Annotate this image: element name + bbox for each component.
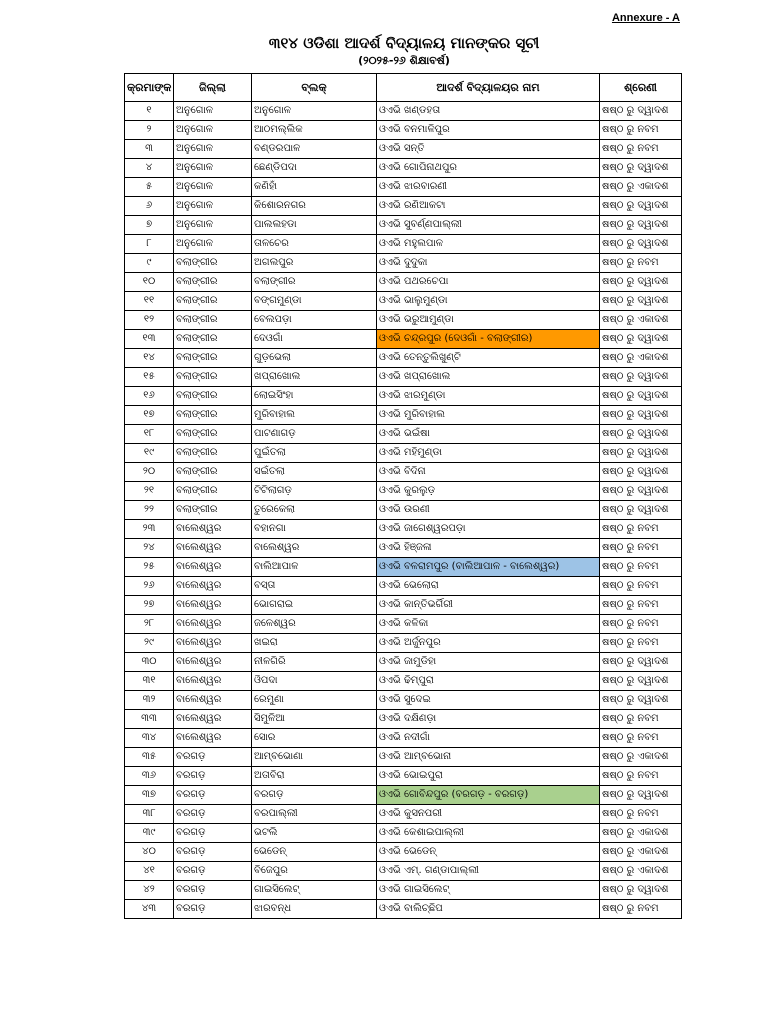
- table-row: [125, 311, 682, 330]
- table-row: [125, 406, 682, 425]
- block-cell: ଆଠମଲ୍ଲିକ: [252, 121, 377, 140]
- district-cell: ବଲାଙ୍ଗୀର: [174, 425, 252, 444]
- grade-cell: ଷଷ୍ଠ ରୁ ନବମ: [600, 900, 682, 919]
- block-cell: ବଲାଙ୍ଗୀର: [252, 273, 377, 292]
- district-cell: ଅନୁଗୋଳ: [174, 159, 252, 178]
- block-cell: ତାଳଚେର: [252, 235, 377, 254]
- school-name-cell: ଓଏଭି ସନ୍ତି: [377, 140, 600, 159]
- table-row: [125, 273, 682, 292]
- page-title: ୩୧୪ ଓଡିଶା ଆଦର୍ଶ ବିଦ୍ୟାଳୟ ମାନଙ୍କର ସୂଚୀ: [268, 34, 540, 52]
- grade-cell: ଷଷ୍ଠ ରୁ ଏକାଦଶ: [600, 311, 682, 330]
- district-cell: ବାଲେଶ୍ୱର: [174, 729, 252, 748]
- table-row: [125, 577, 682, 596]
- district-cell: ବାଲେଶ୍ୱର: [174, 634, 252, 653]
- block-cell: ବଙ୍ଗମୁଣ୍ଡା: [252, 292, 377, 311]
- grade-cell: ଷଷ୍ଠ ରୁ ଏକାଦଶ: [600, 748, 682, 767]
- district-cell: ବରଗଡ଼: [174, 862, 252, 881]
- header-serial: କ୍ରମାଙ୍କ: [125, 74, 174, 102]
- serial-cell: ୪୦: [125, 843, 174, 862]
- district-cell: ଅନୁଗୋଳ: [174, 178, 252, 197]
- school-name-cell: ଓଏଭି ବଳରାମପୁର (ବାଲିଆପାଳ - ବାଲେଶ୍ୱର): [377, 558, 600, 577]
- grade-cell: ଷଷ୍ଠ ରୁ ଦ୍ୱାଦଶ: [600, 235, 682, 254]
- table-row: [125, 463, 682, 482]
- serial-cell: ୯: [125, 254, 174, 273]
- block-cell: ଖଇରା: [252, 634, 377, 653]
- serial-cell: ୩୭: [125, 786, 174, 805]
- table-row: [125, 121, 682, 140]
- school-name-cell: ଓଏଭି ମୁରିବାହାଲ: [377, 406, 600, 425]
- table-row: [125, 178, 682, 197]
- annexure-label: Annexure - A: [611, 12, 680, 24]
- table-row: [125, 672, 682, 691]
- header-block: ବ୍ଲକ୍: [252, 74, 377, 102]
- district-cell: ବଲାଙ୍ଗୀର: [174, 311, 252, 330]
- serial-cell: ୨୨: [125, 501, 174, 520]
- school-name-cell: ଓଏଭି ଦୁଦୁକା: [377, 254, 600, 273]
- grade-cell: ଷଷ୍ଠ ରୁ ଦ୍ୱାଦଶ: [600, 881, 682, 900]
- school-name-cell: ଓଏଭି ଭରୁଆମୁଣ୍ଡା: [377, 311, 600, 330]
- grade-cell: ଷଷ୍ଠ ରୁ ଦ୍ୱାଦଶ: [600, 368, 682, 387]
- serial-cell: ୧୭: [125, 406, 174, 425]
- school-name-cell: ଓଏଭି ଗାଇସିଲେଟ୍: [377, 881, 600, 900]
- block-cell: ଅଗଲପୁର: [252, 254, 377, 273]
- school-name-cell: ଓଏଭି ଖଣ୍ଡହତା: [377, 102, 600, 121]
- grade-cell: ଷଷ୍ଠ ରୁ ନବମ: [600, 558, 682, 577]
- block-cell: ତୁରେକେଲା: [252, 501, 377, 520]
- serial-cell: ୧: [125, 102, 174, 121]
- table-row: [125, 235, 682, 254]
- block-cell: ଝାରବନ୍ଧ: [252, 900, 377, 919]
- serial-cell: ୩୪: [125, 729, 174, 748]
- table-row: [125, 558, 682, 577]
- grade-cell: ଷଷ୍ଠ ରୁ ଦ୍ୱାଦଶ: [600, 406, 682, 425]
- grade-cell: ଷଷ୍ଠ ରୁ ଦ୍ୱାଦଶ: [600, 672, 682, 691]
- table-row: [125, 330, 682, 349]
- district-cell: ବରଗଡ଼: [174, 805, 252, 824]
- block-cell: କିଶୋରନଗର: [252, 197, 377, 216]
- header-district: ଜିଲ୍ଲା: [174, 74, 252, 102]
- district-cell: ବଲାଙ୍ଗୀର: [174, 292, 252, 311]
- school-name-cell: ଓଏଭି ଭୋଇପୁରା: [377, 767, 600, 786]
- block-cell: ବସ୍ତା: [252, 577, 377, 596]
- school-name-cell: ଓଏଭି ଅର୍ଜୁନପୁର: [377, 634, 600, 653]
- table-row: [125, 425, 682, 444]
- block-cell: ସୋର: [252, 729, 377, 748]
- grade-cell: ଷଷ୍ଠ ରୁ ଦ୍ୱାଦଶ: [600, 501, 682, 520]
- school-name-cell: ଓଏଭି ଗୋପିନାଥପୁର: [377, 159, 600, 178]
- grade-cell: ଷଷ୍ଠ ରୁ ନବମ: [600, 140, 682, 159]
- table-row: [125, 292, 682, 311]
- school-name-cell: ଓଏଭି ରଣିଆକଟା: [377, 197, 600, 216]
- grade-cell: ଷଷ୍ଠ ରୁ ଦ୍ୱାଦଶ: [600, 653, 682, 672]
- grade-cell: ଷଷ୍ଠ ରୁ ଦ୍ୱାଦଶ: [600, 387, 682, 406]
- district-cell: ବରଗଡ଼: [174, 767, 252, 786]
- serial-cell: ୧୦: [125, 273, 174, 292]
- school-name-cell: ଓଏଭି ବିଦିନା: [377, 463, 600, 482]
- serial-cell: ୨୧: [125, 482, 174, 501]
- serial-cell: ୧୩: [125, 330, 174, 349]
- school-list-table: [124, 73, 682, 919]
- serial-cell: ୮: [125, 235, 174, 254]
- table-row: [125, 216, 682, 235]
- district-cell: ଅନୁଗୋଳ: [174, 102, 252, 121]
- serial-cell: ୩୫: [125, 748, 174, 767]
- block-cell: ବାଲେଶ୍ୱର: [252, 539, 377, 558]
- school-name-cell: ଓଏଭି ବାଲିଚ୍ଛିପ: [377, 900, 600, 919]
- district-cell: ଅନୁଗୋଳ: [174, 140, 252, 159]
- school-name-cell: ଓଏଭି ଭାଲୁମୁଣ୍ଡା: [377, 292, 600, 311]
- block-cell: କଣିହାଁ: [252, 178, 377, 197]
- block-cell: ବାଲିଆପାଳ: [252, 558, 377, 577]
- school-name-cell: ଓଏଭି ଝାରମୁଣ୍ଡା: [377, 387, 600, 406]
- grade-cell: ଷଷ୍ଠ ରୁ ଏକାଦଶ: [600, 349, 682, 368]
- school-name-cell: ଓଏଭି ପଥରଚେପା: [377, 273, 600, 292]
- block-cell: ଗୁଡ଼ଭେଲା: [252, 349, 377, 368]
- grade-cell: ଷଷ୍ଠ ରୁ ଦ୍ୱାଦଶ: [600, 463, 682, 482]
- grade-cell: ଷଷ୍ଠ ରୁ ଦ୍ୱାଦଶ: [600, 786, 682, 805]
- serial-cell: ୨୮: [125, 615, 174, 634]
- district-cell: ବରଗଡ଼: [174, 843, 252, 862]
- school-name-cell: ଓଏଭି ଢିମ୍ପୁରା: [377, 672, 600, 691]
- table-row: [125, 900, 682, 919]
- serial-cell: ୪: [125, 159, 174, 178]
- grade-cell: ଷଷ୍ଠ ରୁ ଏକାଦଶ: [600, 178, 682, 197]
- block-cell: ଲୋଇସିଂହା: [252, 387, 377, 406]
- district-cell: ବାଲେଶ୍ୱର: [174, 539, 252, 558]
- school-name-cell: ଓଏଭି କୁରଲୁଡ଼: [377, 482, 600, 501]
- table-row: [125, 767, 682, 786]
- district-cell: ଅନୁଗୋଳ: [174, 235, 252, 254]
- district-cell: ବଲାଙ୍ଗୀର: [174, 482, 252, 501]
- block-cell: ଆମ୍ବଭୋଣା: [252, 748, 377, 767]
- serial-cell: ୩୬: [125, 767, 174, 786]
- school-name-cell: ଓଏଭି କାନ୍ତିଭର୍ଗିରୀ: [377, 596, 600, 615]
- district-cell: ବଲାଙ୍ଗୀର: [174, 501, 252, 520]
- serial-cell: ୫: [125, 178, 174, 197]
- block-cell: ମୁରିବାହାଲ: [252, 406, 377, 425]
- grade-cell: ଷଷ୍ଠ ରୁ ନବମ: [600, 805, 682, 824]
- table-row: [125, 501, 682, 520]
- block-cell: ବିଜେପୁର: [252, 862, 377, 881]
- table-header-row: [125, 74, 682, 102]
- grade-cell: ଷଷ୍ଠ ରୁ ନବମ: [600, 121, 682, 140]
- serial-cell: ୩୮: [125, 805, 174, 824]
- table-row: [125, 710, 682, 729]
- table-row: [125, 786, 682, 805]
- district-cell: ବରଗଡ଼: [174, 900, 252, 919]
- district-cell: ବାଲେଶ୍ୱର: [174, 672, 252, 691]
- block-cell: ଜଳେଶ୍ୱର: [252, 615, 377, 634]
- school-name-cell: ଓଏଭି ଚନ୍ଦ୍ରପୁର (ଦେଓଗାଁ - ବଲାଙ୍ଗୀର): [377, 330, 600, 349]
- grade-cell: ଷଷ୍ଠ ରୁ ଦ୍ୱାଦଶ: [600, 292, 682, 311]
- block-cell: ଭଟଲି: [252, 824, 377, 843]
- grade-cell: ଷଷ୍ଠ ରୁ ଦ୍ୱାଦଶ: [600, 425, 682, 444]
- district-cell: ବରଗଡ଼: [174, 786, 252, 805]
- table-row: [125, 843, 682, 862]
- serial-cell: ୬: [125, 197, 174, 216]
- table-row: [125, 368, 682, 387]
- district-cell: ବାଲେଶ୍ୱର: [174, 558, 252, 577]
- grade-cell: ଷଷ୍ଠ ରୁ ଦ୍ୱାଦଶ: [600, 691, 682, 710]
- district-cell: ଅନୁଗୋଳ: [174, 216, 252, 235]
- grade-cell: ଷଷ୍ଠ ରୁ ଦ୍ୱାଦଶ: [600, 197, 682, 216]
- serial-cell: ୪୧: [125, 862, 174, 881]
- block-cell: ବେଲପଡ଼ା: [252, 311, 377, 330]
- table-row: [125, 482, 682, 501]
- school-name-cell: ଓଏଭି ଏମ୍. ଗଣ୍ଡାପାଲ୍ଲୀ: [377, 862, 600, 881]
- block-cell: ରେମୁଣା: [252, 691, 377, 710]
- grade-cell: ଷଷ୍ଠ ରୁ ନବମ: [600, 767, 682, 786]
- school-name-cell: ଓଏଭି ଜାଗେଶ୍ୱରପଡ଼ା: [377, 520, 600, 539]
- district-cell: ବଲାଙ୍ଗୀର: [174, 387, 252, 406]
- block-cell: ଗାଇସିଲେଟ୍: [252, 881, 377, 900]
- table-row: [125, 444, 682, 463]
- grade-cell: ଷଷ୍ଠ ରୁ ନବମ: [600, 634, 682, 653]
- school-name-cell: ଓଏଭି ଝାରବାରଣୀ: [377, 178, 600, 197]
- district-cell: ଅନୁଗୋଳ: [174, 121, 252, 140]
- grade-cell: ଷଷ୍ଠ ରୁ ନବମ: [600, 254, 682, 273]
- district-cell: ବାଲେଶ୍ୱର: [174, 596, 252, 615]
- serial-cell: ୩: [125, 140, 174, 159]
- district-cell: ବଲାଙ୍ଗୀର: [174, 368, 252, 387]
- district-cell: ଅନୁଗୋଳ: [174, 197, 252, 216]
- block-cell: ବହାନଗା: [252, 520, 377, 539]
- grade-cell: ଷଷ୍ଠ ରୁ ନବମ: [600, 596, 682, 615]
- grade-cell: ଷଷ୍ଠ ରୁ ଦ୍ୱାଦଶ: [600, 482, 682, 501]
- serial-cell: ୪୨: [125, 881, 174, 900]
- block-cell: ନୀଳଗିରି: [252, 653, 377, 672]
- block-cell: ବରଗଡ଼: [252, 786, 377, 805]
- school-name-cell: ଓଏଭି ଜାମୁଡିହା: [377, 653, 600, 672]
- grade-cell: ଷଷ୍ଠ ରୁ ଦ୍ୱାଦଶ: [600, 330, 682, 349]
- school-name-cell: ଓଏଭି ଉରଣୀ: [377, 501, 600, 520]
- school-name-cell: ଓଏଭି ମହୁଲପାଳ: [377, 235, 600, 254]
- school-name-cell: ଓଏଭି ସୁବର୍ଣ୍ଣପାଲ୍ଲୀ: [377, 216, 600, 235]
- school-name-cell: ଓଏଭି କଳିକା: [377, 615, 600, 634]
- grade-cell: ଷଷ୍ଠ ରୁ ଦ୍ୱାଦଶ: [600, 444, 682, 463]
- serial-cell: ୩୨: [125, 691, 174, 710]
- school-name-cell: ଓଏଭି ମହିମୁଣ୍ଡା: [377, 444, 600, 463]
- school-name-cell: ଓଏଭି କୁସନପରୀ: [377, 805, 600, 824]
- table-row: [125, 729, 682, 748]
- school-name-cell: ଓଏଭି କେଶାଇପାଲ୍ଲୀ: [377, 824, 600, 843]
- table-row: [125, 387, 682, 406]
- serial-cell: ୧୨: [125, 311, 174, 330]
- table-row: [125, 824, 682, 843]
- block-cell: ଟିଟିଲାଗଡ଼: [252, 482, 377, 501]
- grade-cell: ଷଷ୍ଠ ରୁ ନବମ: [600, 710, 682, 729]
- school-name-cell: ଓଏଭି ଭେଡେନ୍: [377, 843, 600, 862]
- block-cell: ସିମୁଳିଆ: [252, 710, 377, 729]
- district-cell: ବାଲେଶ୍ୱର: [174, 577, 252, 596]
- school-name-cell: ଓଏଭି ବନମାଳିପୁର: [377, 121, 600, 140]
- block-cell: ପାଲଲହଡା: [252, 216, 377, 235]
- table-row: [125, 349, 682, 368]
- grade-cell: ଷଷ୍ଠ ରୁ ଏକାଦଶ: [600, 824, 682, 843]
- district-cell: ବରଗଡ଼: [174, 824, 252, 843]
- table-row: [125, 653, 682, 672]
- district-cell: ବଲାଙ୍ଗୀର: [174, 444, 252, 463]
- table-row: [125, 862, 682, 881]
- district-cell: ବାଲେଶ୍ୱର: [174, 653, 252, 672]
- serial-cell: ୨୦: [125, 463, 174, 482]
- district-cell: ବଲାଙ୍ଗୀର: [174, 463, 252, 482]
- header-school-name: ଆଦର୍ଶ ବିଦ୍ୟାଳୟର ନାମ: [377, 74, 600, 102]
- block-cell: ଖପ୍ରାଖୋଲ: [252, 368, 377, 387]
- block-cell: ଭୋଗରାଇ: [252, 596, 377, 615]
- table-row: [125, 691, 682, 710]
- table-row: [125, 615, 682, 634]
- district-cell: ବରଗଡ଼: [174, 881, 252, 900]
- district-cell: ବାଲେଶ୍ୱର: [174, 691, 252, 710]
- district-cell: ବାଲେଶ୍ୱର: [174, 710, 252, 729]
- grade-cell: ଷଷ୍ଠ ରୁ ନବମ: [600, 520, 682, 539]
- table-row: [125, 596, 682, 615]
- table-row: [125, 748, 682, 767]
- serial-cell: ୩୩: [125, 710, 174, 729]
- table-row: [125, 254, 682, 273]
- table-row: [125, 634, 682, 653]
- serial-cell: ୪୩: [125, 900, 174, 919]
- page-subtitle: (୨୦୨୫-୨୬ ଶିକ୍ଷାବର୍ଷ): [358, 54, 450, 67]
- grade-cell: ଷଷ୍ଠ ରୁ ନବମ: [600, 729, 682, 748]
- school-name-cell: ଓଏଭି ହିଞ୍ଜଳା: [377, 539, 600, 558]
- district-cell: ବାଲେଶ୍ୱର: [174, 520, 252, 539]
- serial-cell: ୧୫: [125, 368, 174, 387]
- district-cell: ବଲାଙ୍ଗୀର: [174, 254, 252, 273]
- school-name-cell: ଓଏଭି ଭେଲୋରା: [377, 577, 600, 596]
- serial-cell: ୨: [125, 121, 174, 140]
- block-cell: ପୁଇଁତଲା: [252, 444, 377, 463]
- district-cell: ବଲାଙ୍ଗୀର: [174, 330, 252, 349]
- block-cell: ଅତାବିରା: [252, 767, 377, 786]
- header-grade: ଶ୍ରେଣୀ: [600, 74, 682, 102]
- grade-cell: ଷଷ୍ଠ ରୁ ଏକାଦଶ: [600, 843, 682, 862]
- serial-cell: ୨୫: [125, 558, 174, 577]
- table-row: [125, 197, 682, 216]
- table-row: [125, 520, 682, 539]
- serial-cell: ୩୯: [125, 824, 174, 843]
- school-name-cell: ଓଏଭି ଗୋବିନ୍ଦପୁର (ବରଗଡ଼ - ବରଗଡ଼): [377, 786, 600, 805]
- block-cell: ଓିପଦା: [252, 672, 377, 691]
- grade-cell: ଷଷ୍ଠ ରୁ ନବମ: [600, 539, 682, 558]
- district-cell: ବଲାଙ୍ଗୀର: [174, 273, 252, 292]
- grade-cell: ଷଷ୍ଠ ରୁ ଦ୍ୱାଦଶ: [600, 159, 682, 178]
- block-cell: ଭେଡେନ୍: [252, 843, 377, 862]
- serial-cell: ୧୧: [125, 292, 174, 311]
- grade-cell: ଷଷ୍ଠ ରୁ ନବମ: [600, 615, 682, 634]
- serial-cell: ୩୦: [125, 653, 174, 672]
- serial-cell: ୨୯: [125, 634, 174, 653]
- grade-cell: ଷଷ୍ଠ ରୁ ଏକାଦଶ: [600, 862, 682, 881]
- table-row: [125, 102, 682, 121]
- grade-cell: ଷଷ୍ଠ ରୁ ନବମ: [600, 577, 682, 596]
- block-cell: ଅନୁଗୋଳ: [252, 102, 377, 121]
- serial-cell: ୨୩: [125, 520, 174, 539]
- serial-cell: ୨୭: [125, 596, 174, 615]
- grade-cell: ଷଷ୍ଠ ରୁ ଦ୍ୱାଦଶ: [600, 216, 682, 235]
- district-cell: ବଲାଙ୍ଗୀର: [174, 349, 252, 368]
- school-name-cell: ଓଏଭି ଦକ୍ଷିଣଡ଼ା: [377, 710, 600, 729]
- school-name-cell: ଓଏଭି ସୁଦେଇ: [377, 691, 600, 710]
- block-cell: ଛେଣ୍ଡିପଦା: [252, 159, 377, 178]
- table-row: [125, 881, 682, 900]
- district-cell: ବରଗଡ଼: [174, 748, 252, 767]
- school-name-cell: ଓଏଭି ତେନ୍ତୁଲିଖୁଣ୍ଟି: [377, 349, 600, 368]
- school-name-cell: ଓଏଭି ଖପ୍ରାଖୋଲ: [377, 368, 600, 387]
- block-cell: ବଣ୍ଡରପାଳ: [252, 140, 377, 159]
- grade-cell: ଷଷ୍ଠ ରୁ ଦ୍ୱାଦଶ: [600, 102, 682, 121]
- table-row: [125, 805, 682, 824]
- school-name-cell: ଓଏଭି ଭଇଁଷା: [377, 425, 600, 444]
- serial-cell: ୨୪: [125, 539, 174, 558]
- school-name-cell: ଓଏଭି ଆମ୍ବଭୋନା: [377, 748, 600, 767]
- block-cell: ସଇଁତଲା: [252, 463, 377, 482]
- serial-cell: ୧୯: [125, 444, 174, 463]
- block-cell: ପାଟଣାଗଡ଼: [252, 425, 377, 444]
- serial-cell: ୧୬: [125, 387, 174, 406]
- serial-cell: ୭: [125, 216, 174, 235]
- serial-cell: ୩୧: [125, 672, 174, 691]
- block-cell: ଦେଓଗାଁ: [252, 330, 377, 349]
- serial-cell: ୧୮: [125, 425, 174, 444]
- grade-cell: ଷଷ୍ଠ ରୁ ଦ୍ୱାଦଶ: [600, 273, 682, 292]
- serial-cell: ୨୬: [125, 577, 174, 596]
- district-cell: ବଲାଙ୍ଗୀର: [174, 406, 252, 425]
- district-cell: ବାଲେଶ୍ୱର: [174, 615, 252, 634]
- school-name-cell: ଓଏଭି ନଦୀଗାଁ: [377, 729, 600, 748]
- block-cell: ବରପାଲ୍ଲୀ: [252, 805, 377, 824]
- table-row: [125, 140, 682, 159]
- serial-cell: ୧୪: [125, 349, 174, 368]
- table-body: [125, 102, 682, 919]
- table-row: [125, 539, 682, 558]
- table-row: [125, 159, 682, 178]
